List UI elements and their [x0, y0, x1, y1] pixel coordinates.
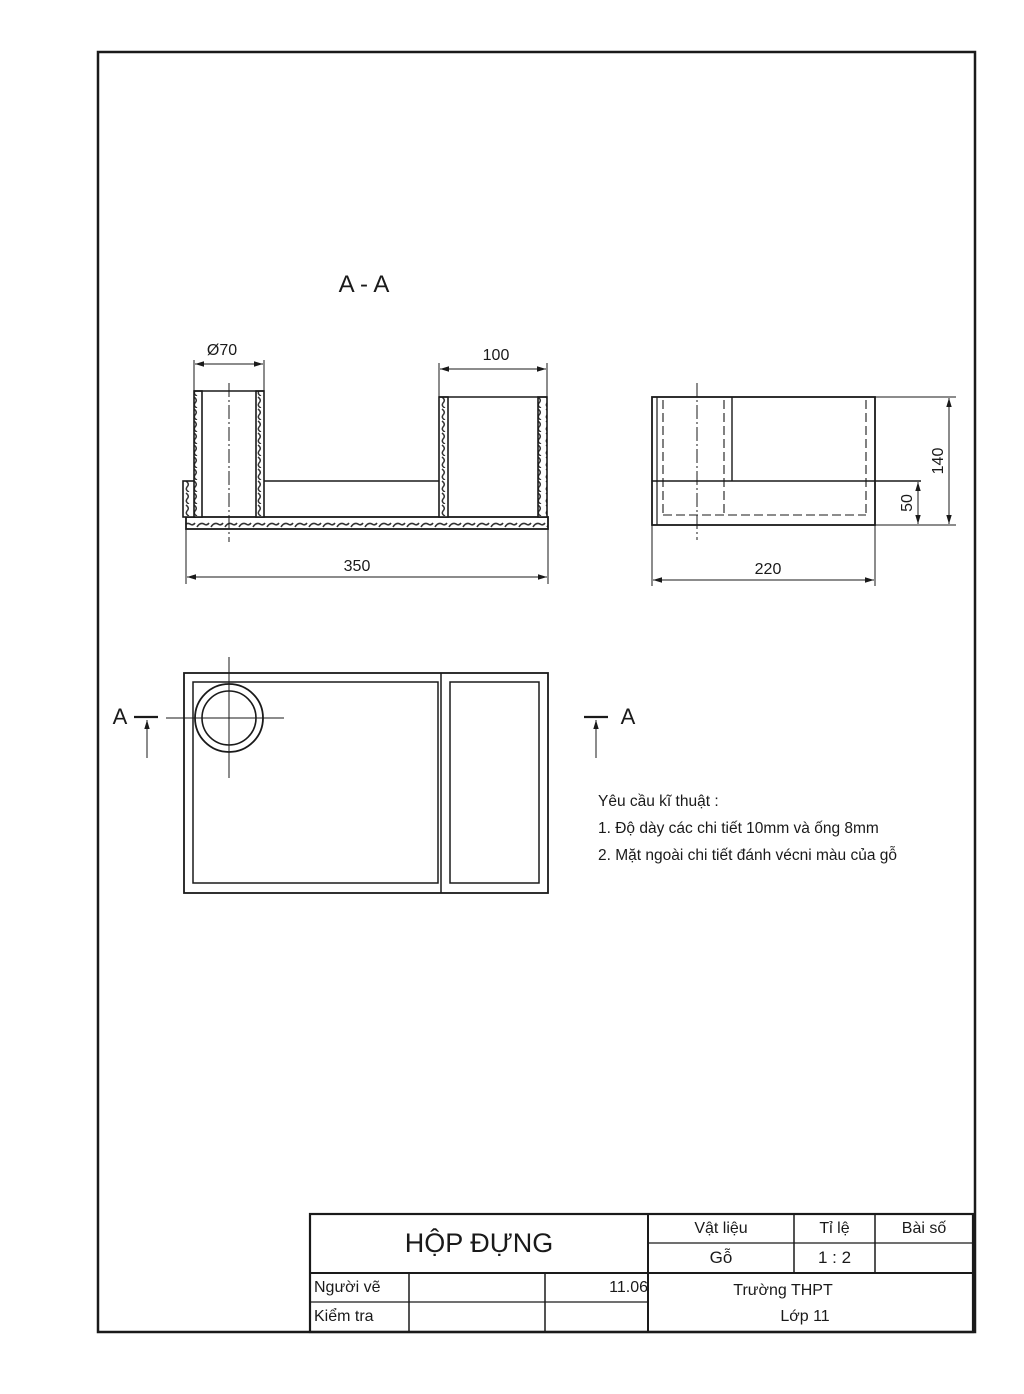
drawn-date: 11.06 [609, 1278, 648, 1296]
material-value: Gỗ [709, 1248, 733, 1267]
dim-overall-height: 140 [930, 447, 947, 475]
dim-overall-length: 350 [343, 558, 371, 575]
section-marker-right: A [620, 704, 636, 729]
dim-overall-width: 220 [754, 561, 782, 578]
drawn-by-label: Người vẽ [314, 1278, 381, 1296]
drawing-frame [98, 52, 975, 1332]
sheet-number-value [875, 1243, 973, 1273]
dim-divider-height: 50 [899, 494, 916, 512]
checked-by-value [409, 1302, 545, 1332]
technical-requirements [598, 788, 897, 869]
drawing-title: HỘP ĐỰNG [404, 1228, 554, 1258]
requirement-item: 2. Mặt ngoài chi tiết đánh vécni màu của gỗ [598, 847, 897, 864]
checked-by-label: Kiểm tra [314, 1308, 374, 1325]
dim-compartment-width: 100 [482, 347, 510, 364]
scale-label: Tỉ lệ [819, 1219, 850, 1237]
material-label: Vật liệu [694, 1219, 748, 1237]
sheet-number-label: Bài số [901, 1219, 947, 1237]
requirements-heading: Yêu cầu kĩ thuật : [598, 793, 719, 810]
drawn-by-value [409, 1273, 545, 1302]
section-view-a-a [183, 342, 548, 584]
scale-value: 1 : 2 [817, 1248, 852, 1267]
dim-tube-diameter: Ø70 [206, 342, 238, 359]
school-name: Trường THPT [733, 1282, 833, 1299]
section-title: A - A [338, 271, 390, 298]
section-marker-left: A [112, 704, 128, 729]
top-view [113, 657, 636, 893]
requirement-item: 1. Độ dày các chi tiết 10mm và ống 8mm [598, 820, 879, 837]
side-view [652, 383, 956, 586]
class-name: Lớp 11 [780, 1308, 830, 1325]
